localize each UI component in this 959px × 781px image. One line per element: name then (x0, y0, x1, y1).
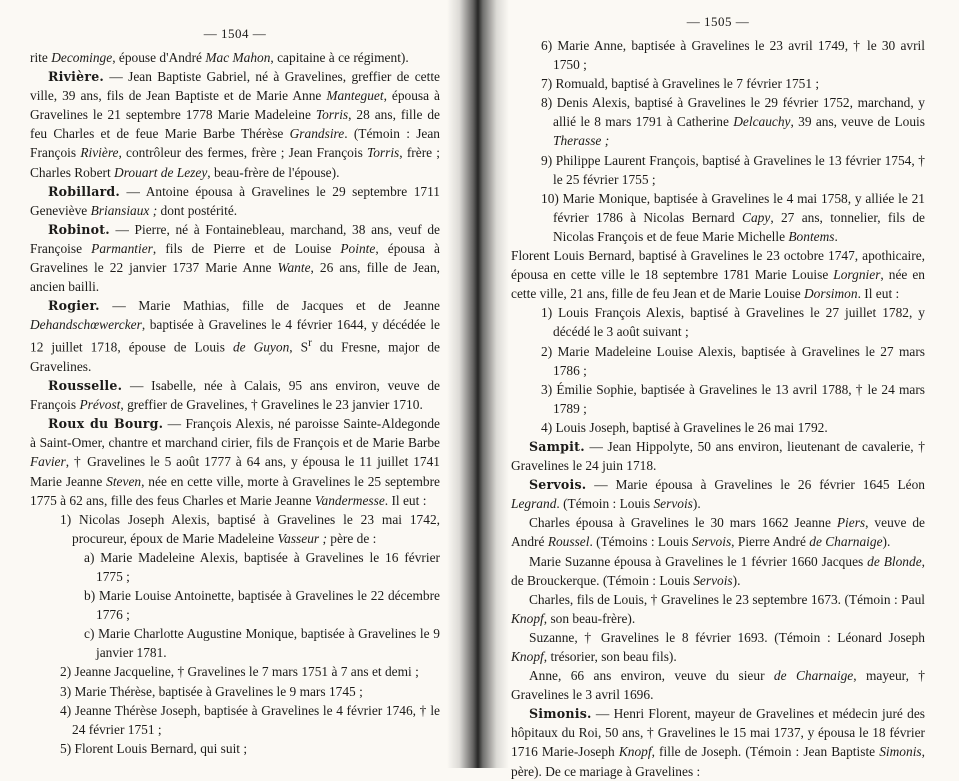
paragraph: Rogier. — Marie Mathias, fille de Jacques et de Jeanne Dehandschœwercker, baptisée à Gravelines le 4 février 1644, y décédée le 12 juillet 1718, épouse de Louis de Guyon, $S^r$ du Fresne, major de Gravelines. (30, 298, 441, 374)
paragraph: Florent Louis Bernard, baptisé à Gravelines le 23 octobre 1747, apothicaire, épousa en cette ville le 18 septembre 1781 Marie Louise Lorgnier, née en cette ville, 21 ans, fille de feu Jean et de Marie Louise Dorsimon. Il eut : (511, 248, 925, 302)
list-item: 2) Jeanne Jacqueline, † Gravelines le 7 mars 1751 à 7 ans et demi ; (60, 664, 419, 680)
list-item: 1) Louis François Alexis, baptisé à Gravelines le 27 juillet 1782, y décédé le 3 août suivant ; (541, 305, 925, 340)
list-item: 2) Marie Madeleine Louise Alexis, baptisée à Gravelines le 27 mars 1786 ; (541, 343, 925, 378)
right-page (497, 0, 959, 779)
paragraph: Rousselle. — Isabelle, née à Calais, 95 ans environ, veuve de François Prévost, greffier de Gravelines, † Gravelines le 23 janvier 1710. (30, 378, 440, 413)
paragraph: Charles épousa à Gravelines le 30 mars 1662 Jeanne Piers, veuve de André Roussel. (Témoins : Louis Servois, Pierre André de Charnaige). (511, 515, 925, 550)
list-item: 3) Marie Thérèse, baptisée à Gravelines le 9 mars 1745 ; (60, 683, 363, 699)
paragraph: Rivière. — Jean Baptiste Gabriel, né à Gravelines, greffier de cette ville, 39 ans, fils de Jean Baptiste et de Marie Anne Manteguet, épousa à Gravelines le 21 septembre 1778 Marie Madeleine Torris, 28 ans, fille de feu Charles et de feue Marie Barbe Thérèse Grandsire. (Témoin : Jean François Rivière, contrôleur des fermes, frère ; Jean François Torris, frère ; Charles Robert Drouart de Lezey, beau-frère de l'épouse). (30, 69, 441, 180)
list-item: 8) Denis Alexis, baptisé à Gravelines le 29 février 1752, marchand, y allié le 8 mars 1791 à Catherine Delcauchy, 39 ans, veuve de Louis Therasse ; (541, 95, 925, 149)
list-item: 7) Romuald, baptisé à Gravelines le 7 février 1751 ; (541, 76, 820, 92)
page-number: — 1504 — (203, 26, 267, 41)
page-number: — 1505 — (686, 14, 750, 29)
list-item: a) Marie Madeleine Alexis, baptisée à Gravelines le 16 février 1775 ; (84, 549, 440, 584)
paragraph: Robinot. — Pierre, né à Fontainebleau, marchand, 38 ans, veuf de Françoise Parmantier, fils de Pierre et de Louise Pointe, épousa à Gravelines le 22 janvier 1737 Marie Anne Wante, 26 ans, fille de Jean, ancien bailli. (30, 221, 440, 295)
paragraph: Roux du Bourg. — François Alexis, né paroisse Sainte-Aldegonde à Saint-Omer, chantre et marchand cirier, fils de François et de Marie Barbe Favier, † Gravelines le 5 août 1777 à 64 ans, y épousa le 11 juillet 1741 Marie Jeanne Steven, née en cette ville, morte à Gravelines le 25 septembre 1775 à 62 ans, fille des feus Charles et Marie Jeanne Vandermesse. Il eut : (30, 416, 440, 508)
list-item: b) Marie Louise Antoinette, baptisée à Gravelines le 22 décembre 1776 ; (84, 588, 440, 623)
page-text (30, 48, 440, 758)
paragraph: Marie Suzanne épousa à Gravelines le 1 février 1660 Jacques de Blonde, de Brouckerque. (Témoin : Louis Servois). (511, 553, 926, 588)
list-item: 4) Louis Joseph, baptisé à Gravelines le 26 mai 1792. (541, 419, 828, 435)
paragraph: rite Decominge, épouse d'André Mac Mahon, capitaine à ce régiment). (30, 50, 409, 65)
list-item: 4) Jeanne Thérèse Joseph, baptisée à Gravelines le 4 février 1746, † le 24 février 1751 ; (60, 702, 440, 737)
paragraph: Servois. — Marie épousa à Gravelines le 26 février 1645 Léon Legrand. (Témoin : Louis Servois). (511, 477, 925, 512)
list-item: 1) Nicolas Joseph Alexis, baptisé à Gravelines le 23 mai 1742, procureur, époux de Marie Madeleine Vasseur ; père de : (60, 511, 440, 546)
list-item: 10) Marie Monique, baptisée à Gravelines le 4 mai 1758, y alliée le 21 février 1786 à Nicolas Bernard Capy, 27 ans, tonnelier, fils de Nicolas François et de feue Marie Michelle Bontems. (541, 190, 925, 244)
paragraph: Charles, fils de Louis, † Gravelines le 23 septembre 1673. (Témoin : Paul Knopf, son beau-frère). (511, 591, 925, 626)
paragraph: Anne, 66 ans environ, veuve du sieur de Charnaige, mayeur, † Gravelines le 3 avril 1696. (511, 668, 926, 703)
paragraph: Suzanne, † Gravelines le 8 février 1693. (Témoin : Léonard Joseph Knopf, trésorier, son beau fils). (511, 629, 925, 664)
list-item: c) Marie Charlotte Augustine Monique, baptisée à Gravelines le 9 janvier 1781. (84, 626, 440, 661)
paragraph: Sampit. — Jean Hippolyte, 50 ans environ, lieutenant de cavalerie, † Gravelines le 24 juin 1718. (511, 438, 925, 474)
left-page (0, 0, 462, 768)
list-item: 6) Marie Anne, baptisée à Gravelines le 23 avril 1749, † le 30 avril 1750 ; (541, 38, 925, 73)
list-item: 5) Florent Louis Bernard, qui suit ; (60, 740, 248, 756)
list-item: 9) Philippe Laurent François, baptisé à Gravelines le 13 février 1754, † le 25 février 1755 ; (541, 152, 925, 187)
list-item: 3) Émilie Sophie, baptisée à Gravelines le 13 avril 1788, † le 24 mars 1789 ; (541, 381, 925, 416)
page-text (511, 36, 925, 781)
paragraph: Simonis. — Henri Florent, mayeur de Gravelines et médecin juré des hôpitaux du Roi, 50 ans, † Gravelines le 15 mai 1737, y épousa le 18 février 1716 Marie-Joseph Knopf, fille de Joseph. (Témoin : Jean Baptiste Simonis, père). De ce mariage à Gravelines : (511, 706, 925, 779)
paragraph: Robillard. — Antoine épousa à Gravelines le 29 septembre 1711 Geneviève Briansiaux ; dont postérité. (30, 183, 440, 218)
